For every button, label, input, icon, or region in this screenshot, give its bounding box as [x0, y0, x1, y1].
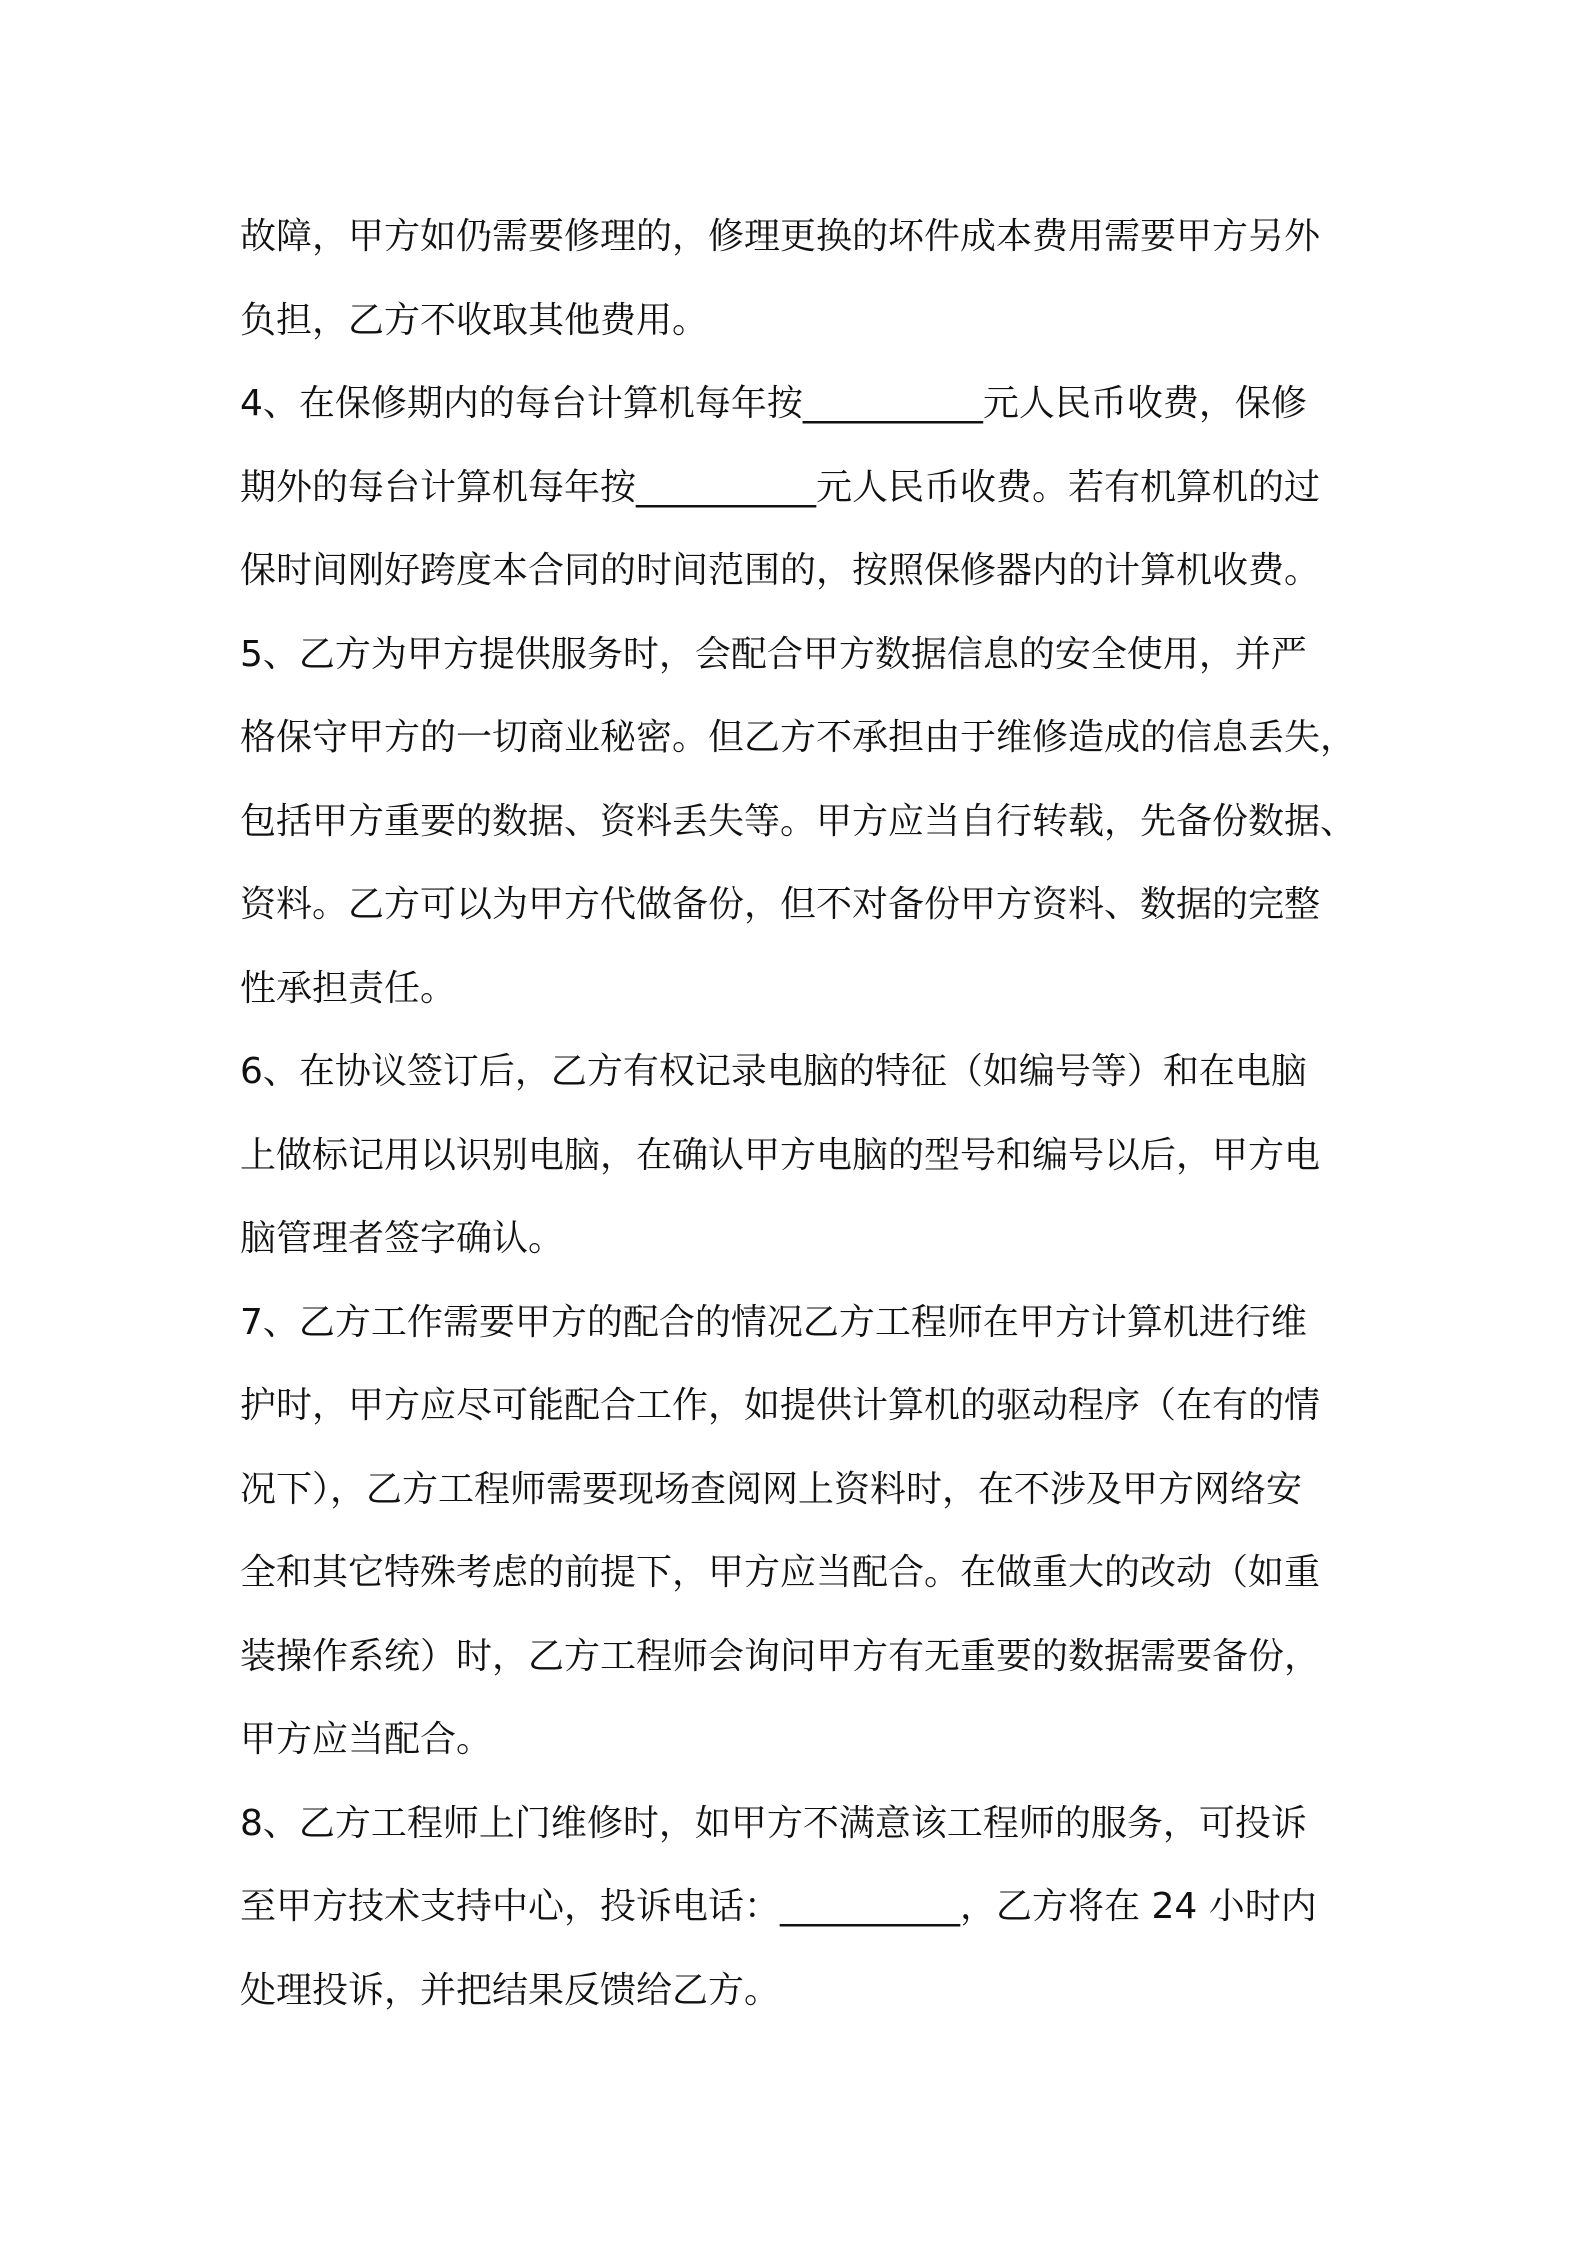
document-body	[240, 195, 1360, 2032]
text-line: 4、在保修期内的每台计算机每年按__________元人民币收费，保修	[240, 383, 1307, 424]
text-line: 上做标记用以识别电脑，在确认甲方电脑的型号和编号以后，甲方电	[240, 1134, 1321, 1176]
text-line: 况下），乙方工程师需要现场查阅网上资料时，在不涉及甲方网络安	[240, 1468, 1303, 1510]
text-line: 8、乙方工程师上门维修时，如甲方不满意该工程师的服务，可投诉	[240, 1802, 1307, 1844]
text-line: 护时，甲方应尽可能配合工作，如提供计算机的驱动程序（在有的情	[240, 1385, 1321, 1426]
text-line: 全和其它特殊考虑的前提下，甲方应当配合。在做重大的改动（如重	[240, 1552, 1321, 1593]
text-line: 格保守甲方的一切商业秘密。但乙方不承担由于维修造成的信息丢失，	[240, 717, 1357, 758]
text-line: 包括甲方重要的数据、资料丢失等。甲方应当自行转载，先备份数据、	[240, 800, 1357, 842]
text-line: 甲方应当配合。	[240, 1719, 493, 1760]
text-line: 资料。乙方可以为甲方代做备份，但不对备份甲方资料、数据的完整	[240, 884, 1321, 925]
text-line: 5、乙方为甲方提供服务时，会配合甲方数据信息的安全使用，并严	[240, 633, 1307, 675]
text-line: 脑管理者签字确认。	[240, 1218, 565, 1259]
text-line: 处理投诉，并把结果反馈给乙方。	[240, 1969, 781, 2011]
text-line: 期外的每台计算机每年按__________元人民币收费。若有机算机的过	[240, 466, 1321, 508]
text-line: 至甲方技术支持中心，投诉电话：__________，乙方将在 24 小时内	[240, 1886, 1317, 1927]
text-line: 7、乙方工作需要甲方的配合的情况乙方工程师在甲方计算机进行维	[240, 1301, 1307, 1343]
text-line: 性承担责任。	[240, 967, 457, 1009]
text-line: 故障，甲方如仍需要修理的，修理更换的坏件成本费用需要甲方另外	[240, 216, 1321, 257]
text-line: 负担，乙方不收取其他费用。	[240, 299, 709, 341]
text-line: 装操作系统）时，乙方工程师会询问甲方有无重要的数据需要备份，	[240, 1635, 1321, 1677]
text-line: 6、在协议签订后，乙方有权记录电脑的特征（如编号等）和在电脑	[240, 1051, 1307, 1092]
text-line: 保时间刚好跨度本合同的时间范围的，按照保修器内的计算机收费。	[240, 550, 1321, 591]
